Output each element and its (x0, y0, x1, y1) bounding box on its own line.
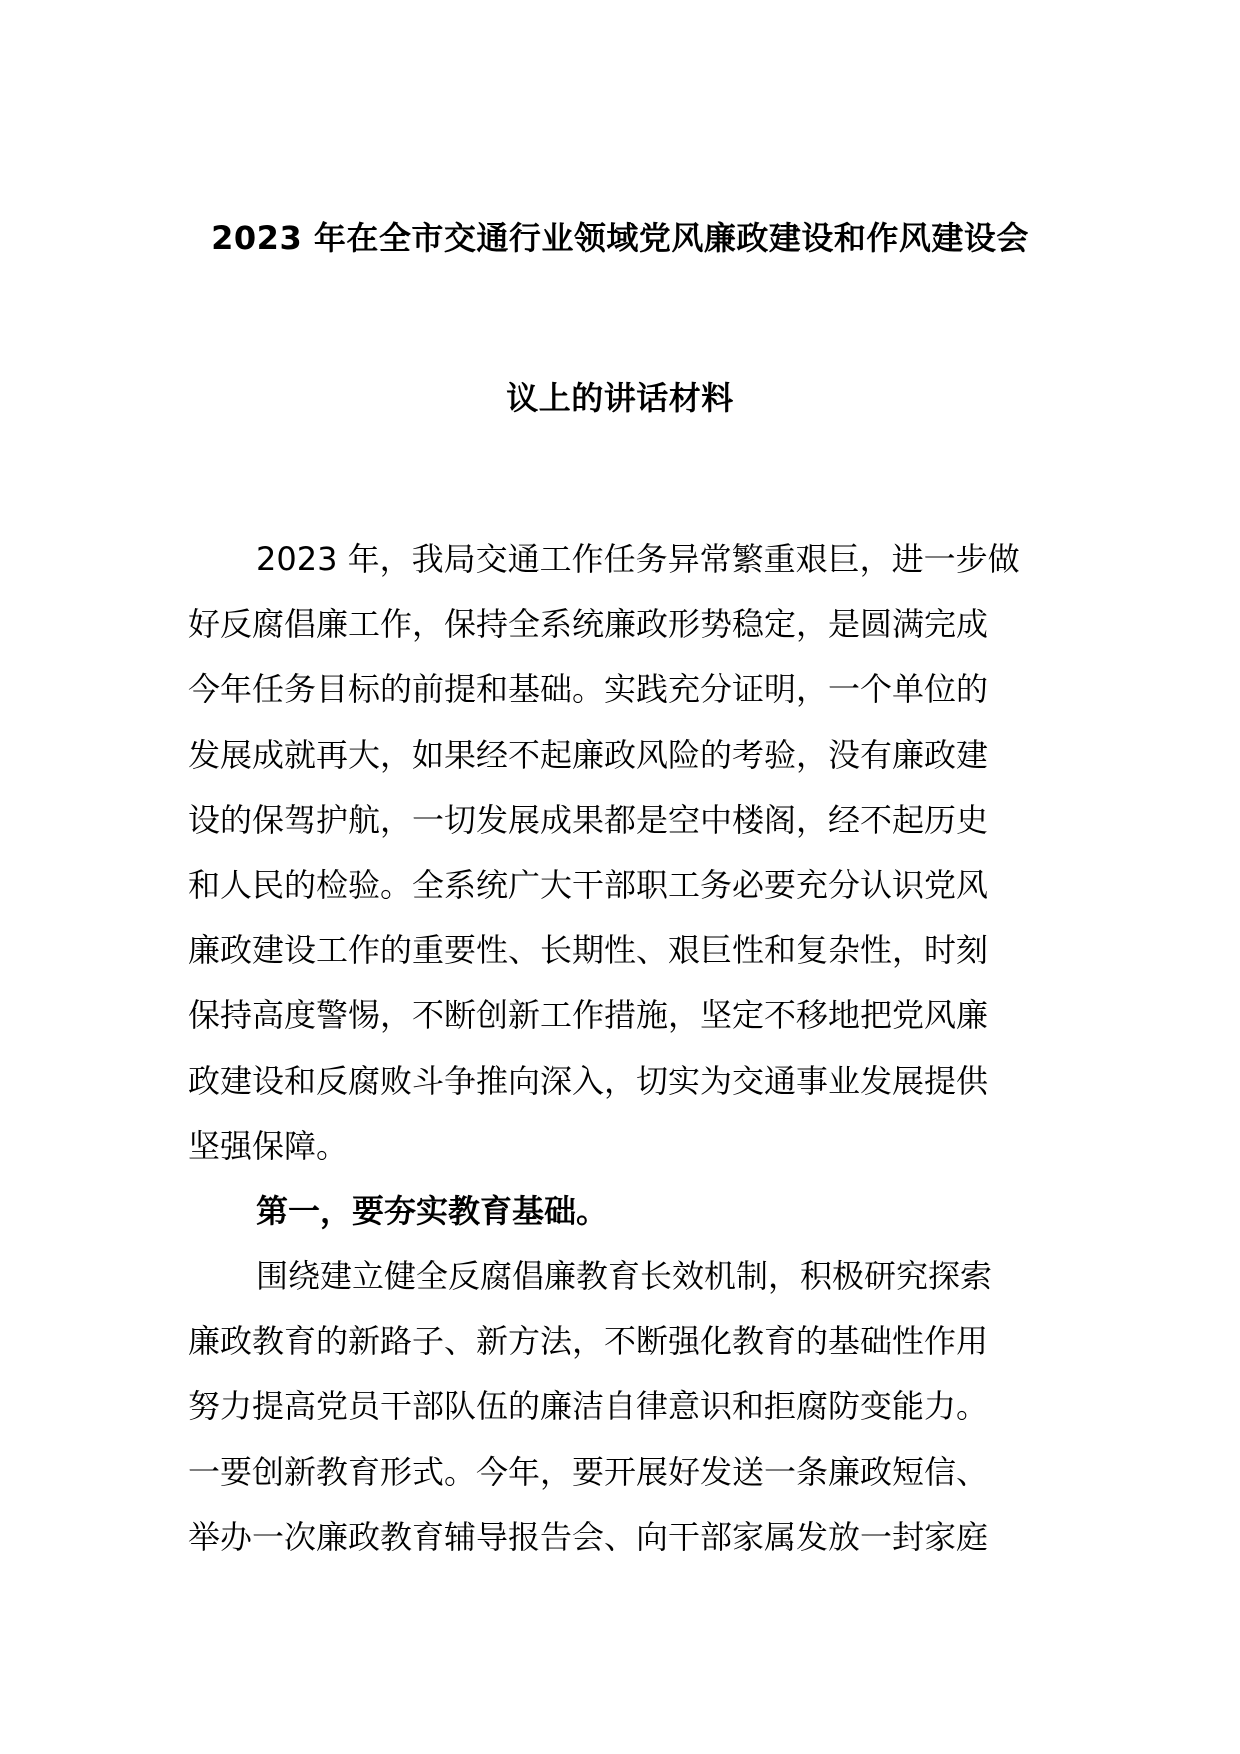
body-line: 保持高度警惕，不断创新工作措施，坚定不移地把党风廉 (188, 996, 989, 1035)
body-line: 发展成就再大，如果经不起廉政风险的考验，没有廉政建 (188, 735, 989, 774)
body-line: 努力提高党员干部队伍的廉洁自律意识和拒腐防变能力。 (188, 1387, 989, 1426)
body-line: 一要创新教育形式。今年，要开展好发送一条廉政短信、 (188, 1452, 989, 1491)
body-line: 廉政建设工作的重要性、长期性、艰巨性和复杂性，时刻 (188, 931, 989, 970)
body-line: 举办一次廉政教育辅导报告会、向干部家属发放一封家庭 (188, 1517, 989, 1556)
body-line: 坚强保障。 (188, 1126, 349, 1165)
document-title-line-1: 2023 年在全市交通行业领域党风廉政建设和作风建设会 (211, 219, 1029, 257)
section-heading-first: 第一，要夯实教育基础。 (256, 1191, 609, 1230)
body-line: 好反腐倡廉工作，保持全系统廉政形势稳定，是圆满完成 (188, 605, 989, 644)
body-line: 廉政教育的新路子、新方法，不断强化教育的基础性作用 (188, 1322, 989, 1361)
body-line-paragraph-1-start: 2023 年，我局交通工作任务异常繁重艰巨，进一步做 (256, 540, 1020, 578)
body-line-paragraph-2-start: 围绕建立健全反腐倡廉教育长效机制，积极研究探索 (256, 1257, 993, 1296)
document-title-line-2: 议上的讲话材料 (506, 379, 734, 417)
body-line: 设的保驾护航，一切发展成果都是空中楼阁，经不起历史 (188, 800, 989, 839)
document-body (188, 527, 1058, 1570)
body-line: 今年任务目标的前提和基础。实践充分证明，一个单位的 (188, 670, 989, 709)
body-line: 和人民的检验。全系统广大干部职工务必要充分认识党风 (188, 865, 989, 904)
body-line: 政建设和反腐败斗争推向深入，切实为交通事业发展提供 (188, 1061, 989, 1100)
